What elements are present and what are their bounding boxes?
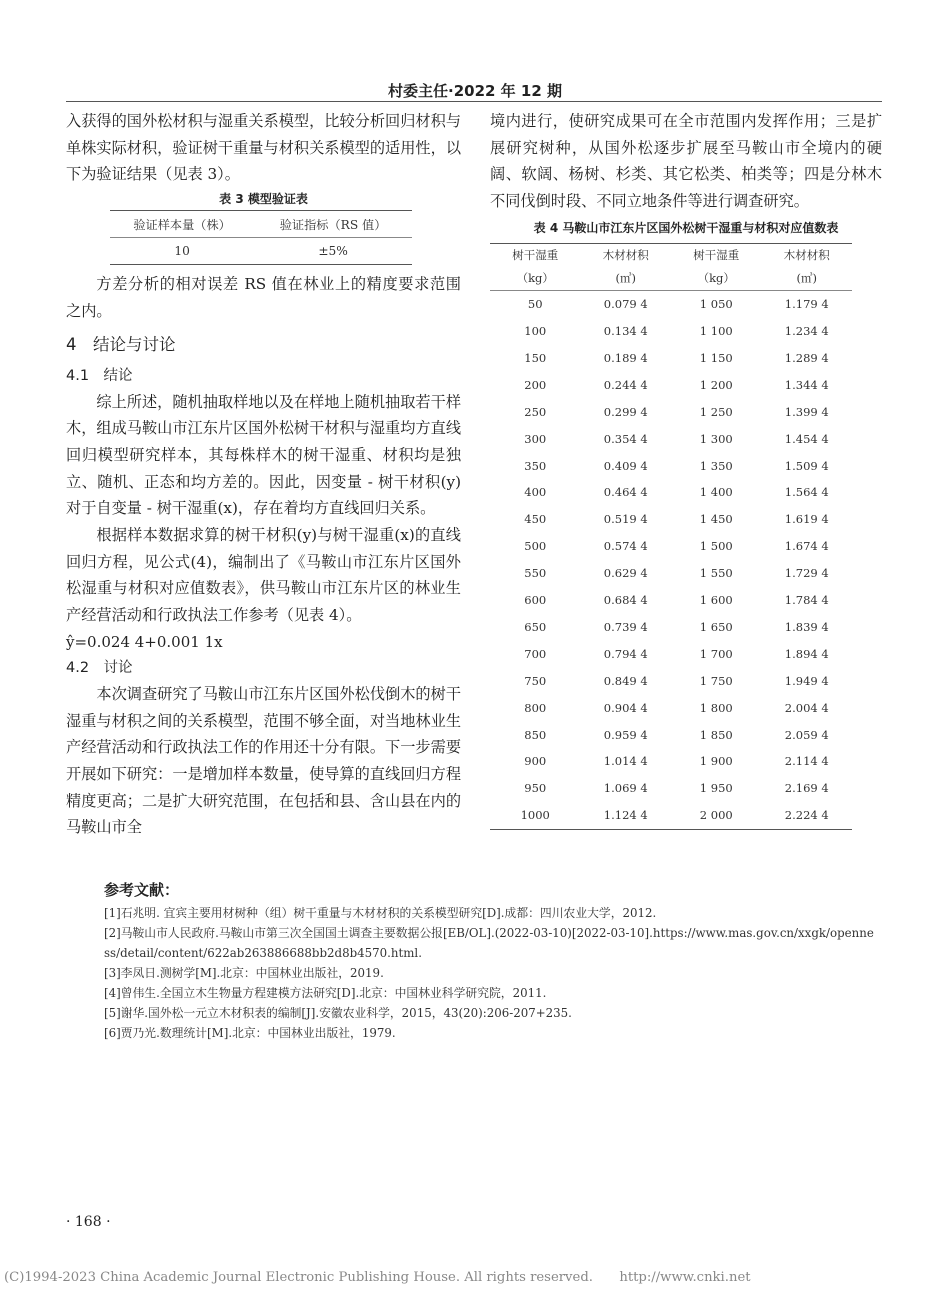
journal-header: 村委主任·2022 年 12 期 [388, 82, 562, 100]
table-cell: 0.849 4 [603, 673, 648, 688]
table-cell: 0.684 4 [603, 593, 648, 608]
table-row [490, 560, 852, 587]
table-cell: 1.234 4 [784, 324, 829, 339]
table-cell: 200 [524, 377, 547, 392]
table-cell: 1 800 [699, 700, 733, 715]
reference-item: [3]李凤日.测树学[M].北京：中国林业出版社，2019. [104, 966, 384, 980]
table-cell: 1.289 4 [784, 351, 829, 366]
table-cell: 1.069 4 [603, 781, 648, 796]
table-cell: 0.244 4 [603, 377, 648, 392]
table-4-header: 木材材积 [581, 243, 672, 267]
table-cell: 1 450 [699, 512, 733, 527]
table-3-cell: ±5% [254, 238, 412, 265]
table-cell: 1 650 [699, 619, 733, 634]
table-row [490, 694, 852, 721]
table-cell: 1.509 4 [784, 458, 829, 473]
table-row [490, 318, 852, 345]
table-cell: 1 850 [699, 727, 733, 742]
table-cell: 1.729 4 [784, 566, 829, 581]
table-cell: 0.354 4 [603, 431, 648, 446]
table-cell: 2.224 4 [762, 802, 853, 829]
paragraph-conclusion-2: 根据样本数据求算的树干材积(y)与树干湿重(x)的直线回归方程，见公式(4)，编制出了《马鞍山市江东片区国外松湿重与材积对应值数表》，供马鞍山市江东片区的林业生产经营活动和行政执法工作参考（见表 4）。 [66, 526, 461, 625]
table-row [490, 425, 852, 452]
table-cell: 0.409 4 [603, 458, 648, 473]
table-cell: 1.564 4 [784, 485, 829, 500]
table-4-header-unit: （kg） [671, 267, 762, 291]
table-row [490, 587, 852, 614]
table-cell: 1 500 [699, 539, 733, 554]
table-row [490, 506, 852, 533]
table-cell: 900 [524, 754, 547, 769]
table-cell: 100 [524, 324, 547, 339]
regression-formula: ŷ=0.024 4+0.001 1x [66, 632, 223, 651]
table-cell: 1 900 [699, 754, 733, 769]
references [104, 877, 874, 1043]
table-row [490, 775, 852, 802]
table-3-header: 验证指标（RS 值） [254, 211, 412, 238]
table-cell: 1 300 [699, 431, 733, 446]
table-4-caption: 表 4 马鞍山市江东片区国外松树干湿重与材积对应值数表 [533, 220, 839, 235]
table-cell: 2 000 [671, 802, 762, 829]
table-cell: 0.189 4 [603, 351, 648, 366]
table-row [490, 721, 852, 748]
table-row [490, 452, 852, 479]
table-cell: 0.574 4 [603, 539, 648, 554]
table-row [490, 398, 852, 425]
table-cell: 800 [524, 700, 547, 715]
table-row [490, 371, 852, 398]
table-cell: 1.344 4 [784, 377, 829, 392]
table-cell: 300 [524, 431, 547, 446]
table-cell: 1 550 [699, 566, 733, 581]
right-column [490, 108, 882, 830]
table-cell: 0.739 4 [603, 619, 648, 634]
table-4-header: 木材材积 [762, 243, 853, 267]
table-cell: 1 600 [699, 593, 733, 608]
table-cell: 600 [524, 593, 547, 608]
table-cell: 1 950 [699, 781, 733, 796]
table-cell: 150 [524, 351, 547, 366]
subsection-heading-4-1: 4.1 结论 [66, 367, 133, 384]
table-cell: 1 250 [699, 404, 733, 419]
reference-item: [4]曾伟生.全国立木生物量方程建模方法研究[D].北京：中国林业科学研究院，2011. [104, 986, 547, 1000]
table-row [490, 345, 852, 372]
table-cell: 1.014 4 [603, 754, 648, 769]
table-cell: 0.794 4 [603, 646, 648, 661]
table-4 [490, 243, 852, 830]
table-row [490, 290, 852, 317]
table-cell: 1 700 [699, 646, 733, 661]
table-4-header-unit: (㎥) [581, 267, 672, 291]
table-cell: 1 100 [699, 324, 733, 339]
paragraph-discussion-continued: 境内进行，使研究成果可在全市范围内发挥作用；三是扩展研究树种，从国外松逐步扩展至马鞍山市全境内的硬阔、软阔、杨树、杉类、其它松类、柏类等；四是分林木不同伐倒时段、不同立地条件等进行调查研究。 [490, 112, 882, 211]
table-cell: 1.399 4 [784, 404, 829, 419]
table-cell: 1 200 [699, 377, 733, 392]
table-cell: 1.619 4 [784, 512, 829, 527]
table-cell: 1000 [490, 802, 581, 829]
table-cell: 0.629 4 [603, 566, 648, 581]
table-3-header: 验证样本量（株） [110, 211, 254, 238]
table-cell: 2.059 4 [784, 727, 829, 742]
table-cell: 2.169 4 [784, 781, 829, 796]
table-cell: 250 [524, 404, 547, 419]
page-number: · 168 · [66, 1214, 111, 1230]
table-cell: 350 [524, 458, 547, 473]
header-rule [66, 101, 882, 102]
paragraph-discussion: 本次调查研究了马鞍山市江东片区国外松伐倒木的树干湿重与材积之间的关系模型，范围不够全面，对当地林业生产经营活动和行政执法工作的作用还十分有限。下一步需要开展如下研究：一是增加样本数量，使导算的直线回归方程精度更高；二是扩大研究范围，在包括和县、含山县在内的马鞍山市全 [66, 684, 461, 837]
table-cell: 700 [524, 646, 547, 661]
table-cell: 2.004 4 [784, 700, 829, 715]
table-row [490, 748, 852, 775]
table-cell: 1 400 [699, 485, 733, 500]
reference-item: [6]贾乃光.数理统计[M].北京：中国林业出版社，1979. [104, 1026, 396, 1040]
table-cell: 1.454 4 [784, 431, 829, 446]
table-row [490, 802, 852, 829]
table-cell: 1 350 [699, 458, 733, 473]
table-cell: 0.464 4 [603, 485, 648, 500]
table-row [490, 640, 852, 667]
table-row [490, 667, 852, 694]
table-cell: 0.519 4 [603, 512, 648, 527]
table-cell: 750 [524, 673, 547, 688]
table-cell: 1.179 4 [784, 297, 829, 312]
table-4-header: 树干湿重 [671, 243, 762, 267]
table-row [490, 533, 852, 560]
table-cell: 1 750 [699, 673, 733, 688]
table-cell: 950 [524, 781, 547, 796]
table-cell: 50 [527, 297, 543, 312]
table-cell: 0.134 4 [603, 324, 648, 339]
table-cell: 500 [524, 539, 547, 554]
table-row [490, 614, 852, 641]
left-column [66, 108, 461, 841]
table-cell: 1 150 [699, 351, 733, 366]
table-cell: 1.839 4 [784, 619, 829, 634]
table-cell: 400 [524, 485, 547, 500]
table-cell: 650 [524, 619, 547, 634]
table-cell: 1.124 4 [581, 802, 672, 829]
table-cell: 2.114 4 [784, 754, 829, 769]
section-heading-4: 4 结论与讨论 [66, 334, 176, 354]
table-3-caption: 表 3 模型验证表 [219, 192, 308, 207]
paragraph-validation: 入获得的国外松材积与湿重关系模型，比较分析回归材积与单株实际材积，验证树干重量与材积关系模型的适用性，以下为验证结果（见表 3）。 [66, 112, 461, 184]
reference-item: [1]石兆明. 宜宾主要用材树种（组）树干重量与木材材积的关系模型研究[D].成都：四川农业大学，2012. [104, 906, 657, 920]
table-cell: 1.674 4 [784, 539, 829, 554]
table-3-cell: 10 [110, 238, 254, 265]
table-cell: 0.959 4 [603, 727, 648, 742]
table-cell: 1.784 4 [784, 593, 829, 608]
paragraph-conclusion-1: 综上所述，随机抽取样地以及在样地上随机抽取若干样木，组成马鞍山市江东片区国外松树干材积与湿重均方直线回归模型研究样本，其每株样木的树干湿重、材积均是独立、随机、正态和均方差的。因此，因变量 - 树干材积(y)对于自变量 - 树干湿重(x)，存在着均方直线回归关系。 [66, 392, 461, 518]
subsection-heading-4-2: 4.2 讨论 [66, 659, 133, 676]
reference-item: [5]谢华.国外松一元立木材积表的编制[J].安徽农业科学，2015，43(20):206-207+235. [104, 1006, 572, 1020]
table-cell: 550 [524, 566, 547, 581]
table-cell: 450 [524, 512, 547, 527]
table-cell: 0.299 4 [603, 404, 648, 419]
table-4-header-unit: （kg） [490, 267, 581, 291]
table-4-header: 树干湿重 [490, 243, 581, 267]
table-cell: 850 [524, 727, 547, 742]
table-cell: 1.949 4 [784, 673, 829, 688]
table-cell: 0.904 4 [603, 700, 648, 715]
table-cell: 1.894 4 [784, 646, 829, 661]
table-4-header-unit: (㎥) [762, 267, 853, 291]
table-4-body [490, 290, 852, 829]
reference-item: [2]马鞍山市人民政府.马鞍山市第三次全国国土调查主要数据公报[EB/OL].(2022-03-10)[2022-03-10].https://www.mas.gov.cn/xxgk/openness/detail/content/622ab263886688bb2d8b4570.html. [104, 926, 874, 960]
table-row [490, 479, 852, 506]
table-cell: 1 050 [699, 297, 733, 312]
references-title: 参考文献： [104, 881, 180, 899]
copyright-notice: (C)1994-2023 China Academic Journal Electronic Publishing House. All rights reserved. http://www.cnki.net [4, 1270, 751, 1285]
table-cell: 0.079 4 [603, 297, 648, 312]
table-3 [110, 210, 412, 265]
paragraph-variance: 方差分析的相对误差 RS 值在林业上的精度要求范围之内。 [66, 275, 461, 320]
